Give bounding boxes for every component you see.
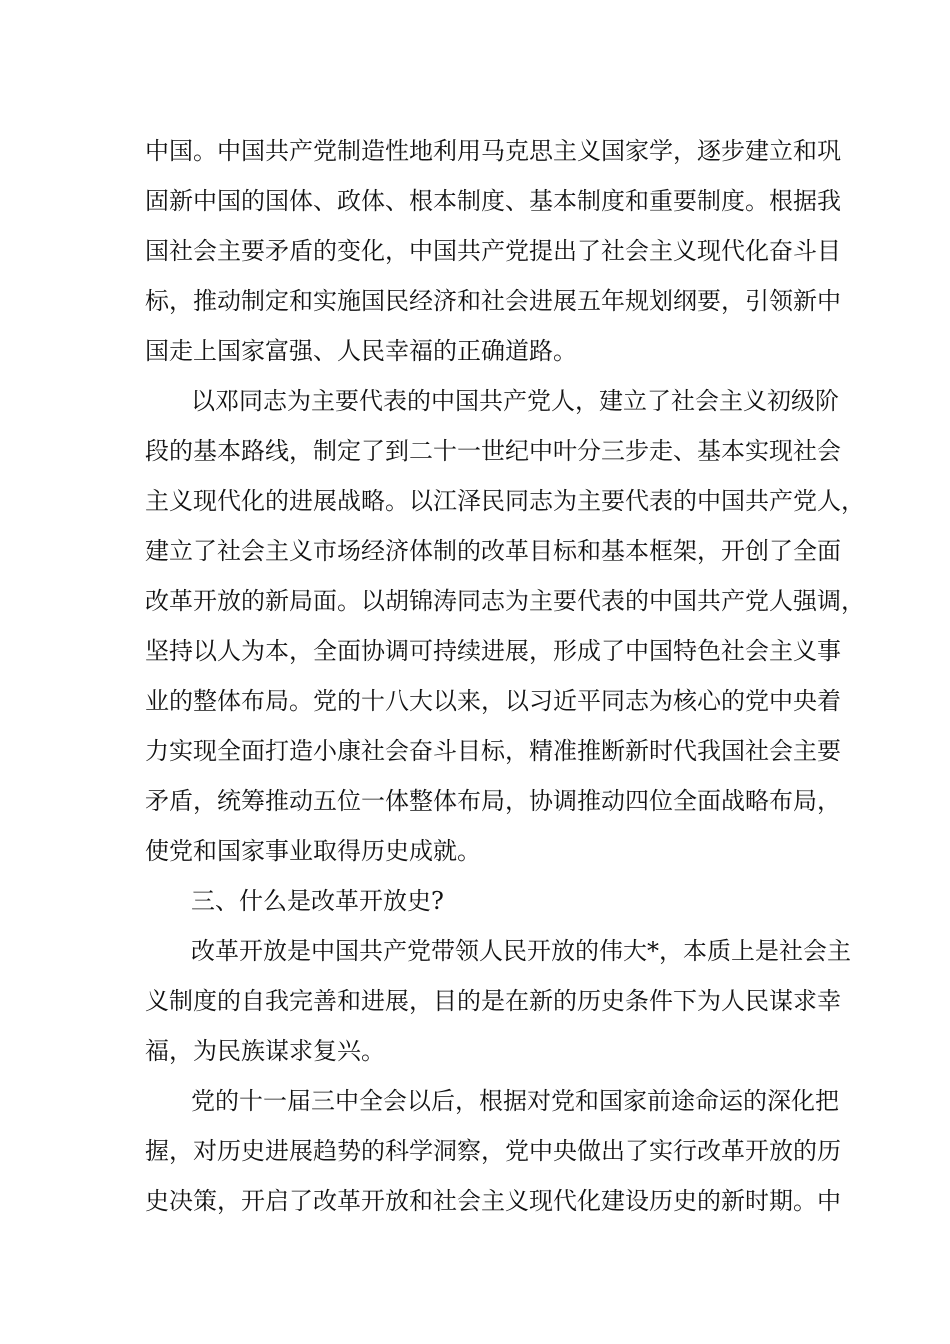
section-heading: 三、什么是改革开放史? — [191, 887, 444, 915]
text-line: 福，为民族谋求复兴。 — [145, 1037, 385, 1065]
paragraph-start: 以邓同志为主要代表的中国共产党人，建立了社会主义初级阶 — [191, 387, 839, 415]
text-line: 握，对历史进展趋势的科学洞察，党中央做出了实行改革开放的历 — [145, 1137, 841, 1165]
text-line: 标，推动制定和实施国民经济和社会进展五年规划纲要，引领新中 — [145, 287, 841, 315]
paragraph-start: 党的十一届三中全会以后，根据对党和国家前途命运的深化把 — [191, 1087, 839, 1115]
text-line: 义制度的自我完善和进展，目的是在新的历史条件下为人民谋求幸 — [145, 987, 841, 1015]
text-line: 力实现全面打造小康社会奋斗目标，精准推断新时代我国社会主要 — [145, 737, 841, 765]
text-line: 段的基本路线，制定了到二十一世纪中叶分三步走、基本实现社会 — [145, 437, 841, 465]
text-line: 改革开放的新局面。以胡锦涛同志为主要代表的中国共产党人强调， — [145, 587, 865, 615]
text-line: 使党和国家事业取得历史成就。 — [145, 837, 481, 865]
paragraph-start: 改革开放是中国共产党带领人民开放的伟大*，本质上是社会主 — [191, 937, 851, 965]
text-line: 主义现代化的进展战略。以江泽民同志为主要代表的中国共产党人， — [145, 487, 865, 515]
text-line: 业的整体布局。党的十八大以来，以习近平同志为核心的党中央着 — [145, 687, 841, 715]
text-line: 中国。中国共产党制造性地利用马克思主义国家学，逐步建立和巩 — [145, 137, 841, 165]
text-line: 固新中国的国体、政体、根本制度、基本制度和重要制度。根据我 — [145, 187, 841, 215]
text-line: 国走上国家富强、人民幸福的正确道路。 — [145, 337, 577, 365]
text-line: 矛盾，统筹推动五位一体整体布局，协调推动四位全面战略布局， — [145, 787, 841, 815]
text-line: 坚持以人为本，全面协调可持续进展，形成了中国特色社会主义事 — [145, 637, 841, 665]
text-line: 史决策，开启了改革开放和社会主义现代化建设历史的新时期。中 — [145, 1187, 841, 1215]
text-line: 建立了社会主义市场经济体制的改革目标和基本框架，开创了全面 — [145, 537, 841, 565]
text-line: 国社会主要矛盾的变化，中国共产党提出了社会主义现代化奋斗目 — [145, 237, 841, 265]
